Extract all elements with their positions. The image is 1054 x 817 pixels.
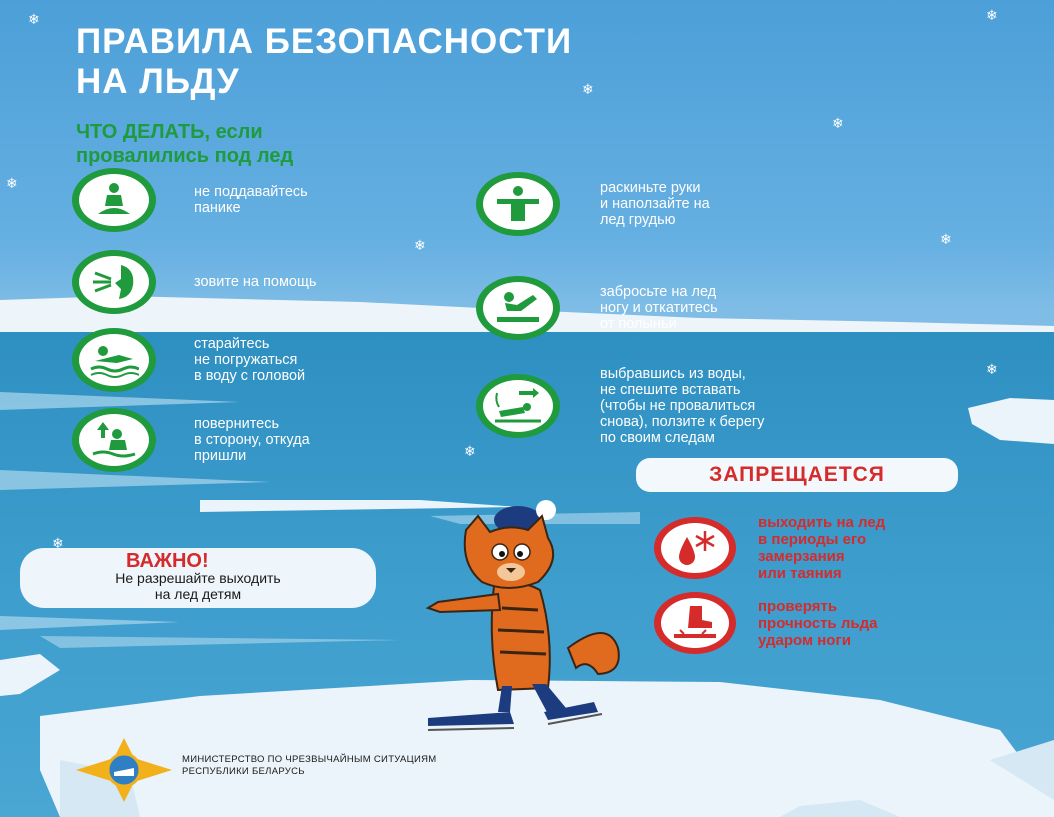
meditating-person-icon [94, 182, 134, 218]
crawling-person-icon [493, 387, 543, 425]
snowflake-icon: ❄ [986, 361, 998, 377]
turn-back-arrow-icon [91, 420, 137, 460]
mchs-emblem-logo [76, 738, 172, 802]
shouting-face-icon [91, 263, 137, 301]
leg-on-ice-icon [495, 289, 541, 327]
step-call-help [72, 250, 316, 314]
step-spread-arms [476, 172, 710, 236]
thaw-drop-snowflake-icon [673, 529, 717, 567]
arms-spread-person-icon [495, 185, 541, 223]
step-text: не поддавайтесь панике [194, 184, 308, 216]
forbidden-text: выходить на лед в периоды его замерзания или таяния [758, 514, 886, 582]
snowflake-icon: ❄ [940, 231, 952, 247]
title-line-2: НА ЛЬДУ [76, 62, 240, 101]
step-crawl-to-shore [476, 366, 764, 446]
important-heading: ВАЖНО! [126, 550, 209, 572]
step-text: выбравшись из воды, не спешите вставать (чтобы не провалиться снова), ползите к берегу по своим следам [600, 366, 765, 446]
snowflake-icon: ❄ [414, 237, 426, 253]
snowflake-icon: ❄ [464, 443, 476, 459]
step-turn-back [72, 408, 310, 472]
step-text: повернитесь в сторону, откуда пришли [194, 416, 310, 464]
snowflake-icon: ❄ [6, 175, 18, 191]
cat-mascot-illustration [398, 498, 638, 738]
forbidden-thaw-periods [654, 514, 885, 582]
subtitle-line-1: ЧТО ДЕЛАТЬ, если [76, 121, 263, 143]
stomping-foot-icon [672, 604, 718, 642]
step-keep-head-up [72, 328, 305, 392]
forbidden-label: ЗАПРЕЩАЕТСЯ [636, 458, 958, 492]
snowflake-icon: ❄ [582, 81, 594, 97]
poster-title [76, 22, 572, 102]
important-text: Не разрешайте выходить на лед детям [115, 570, 281, 602]
section-subtitle [76, 120, 293, 168]
step-text: зовите на помощь [194, 274, 317, 290]
step-no-panic [72, 168, 308, 232]
snowflake-icon: ❄ [52, 535, 64, 551]
snowflake-icon: ❄ [986, 7, 998, 23]
ministry-name: МИНИСТЕРСТВО ПО ЧРЕЗВЫЧАЙНЫМ СИТУАЦИЯМ РЕСПУБЛИКИ БЕЛАРУСЬ [182, 754, 437, 777]
step-text: старайтесь не погружаться в воду с головой [194, 336, 306, 384]
forbidden-text: проверять прочность льда ударом ноги [758, 597, 878, 649]
step-leg-on-ice [476, 276, 718, 340]
step-text: забросьте на лед ногу и откатитесь от полыньи [600, 284, 718, 332]
important-note [20, 548, 376, 608]
snowflake-icon: ❄ [832, 115, 844, 131]
subtitle-line-2: провалились под лед [76, 145, 294, 167]
step-text: раскиньте руки и наползайте на лед грудью [600, 180, 710, 228]
title-line-1: ПРАВИЛА БЕЗОПАСНОСТИ [76, 22, 573, 61]
swimming-person-icon [89, 341, 139, 379]
snowflake-icon: ❄ [28, 11, 40, 27]
forbidden-stomp-test [654, 592, 877, 654]
